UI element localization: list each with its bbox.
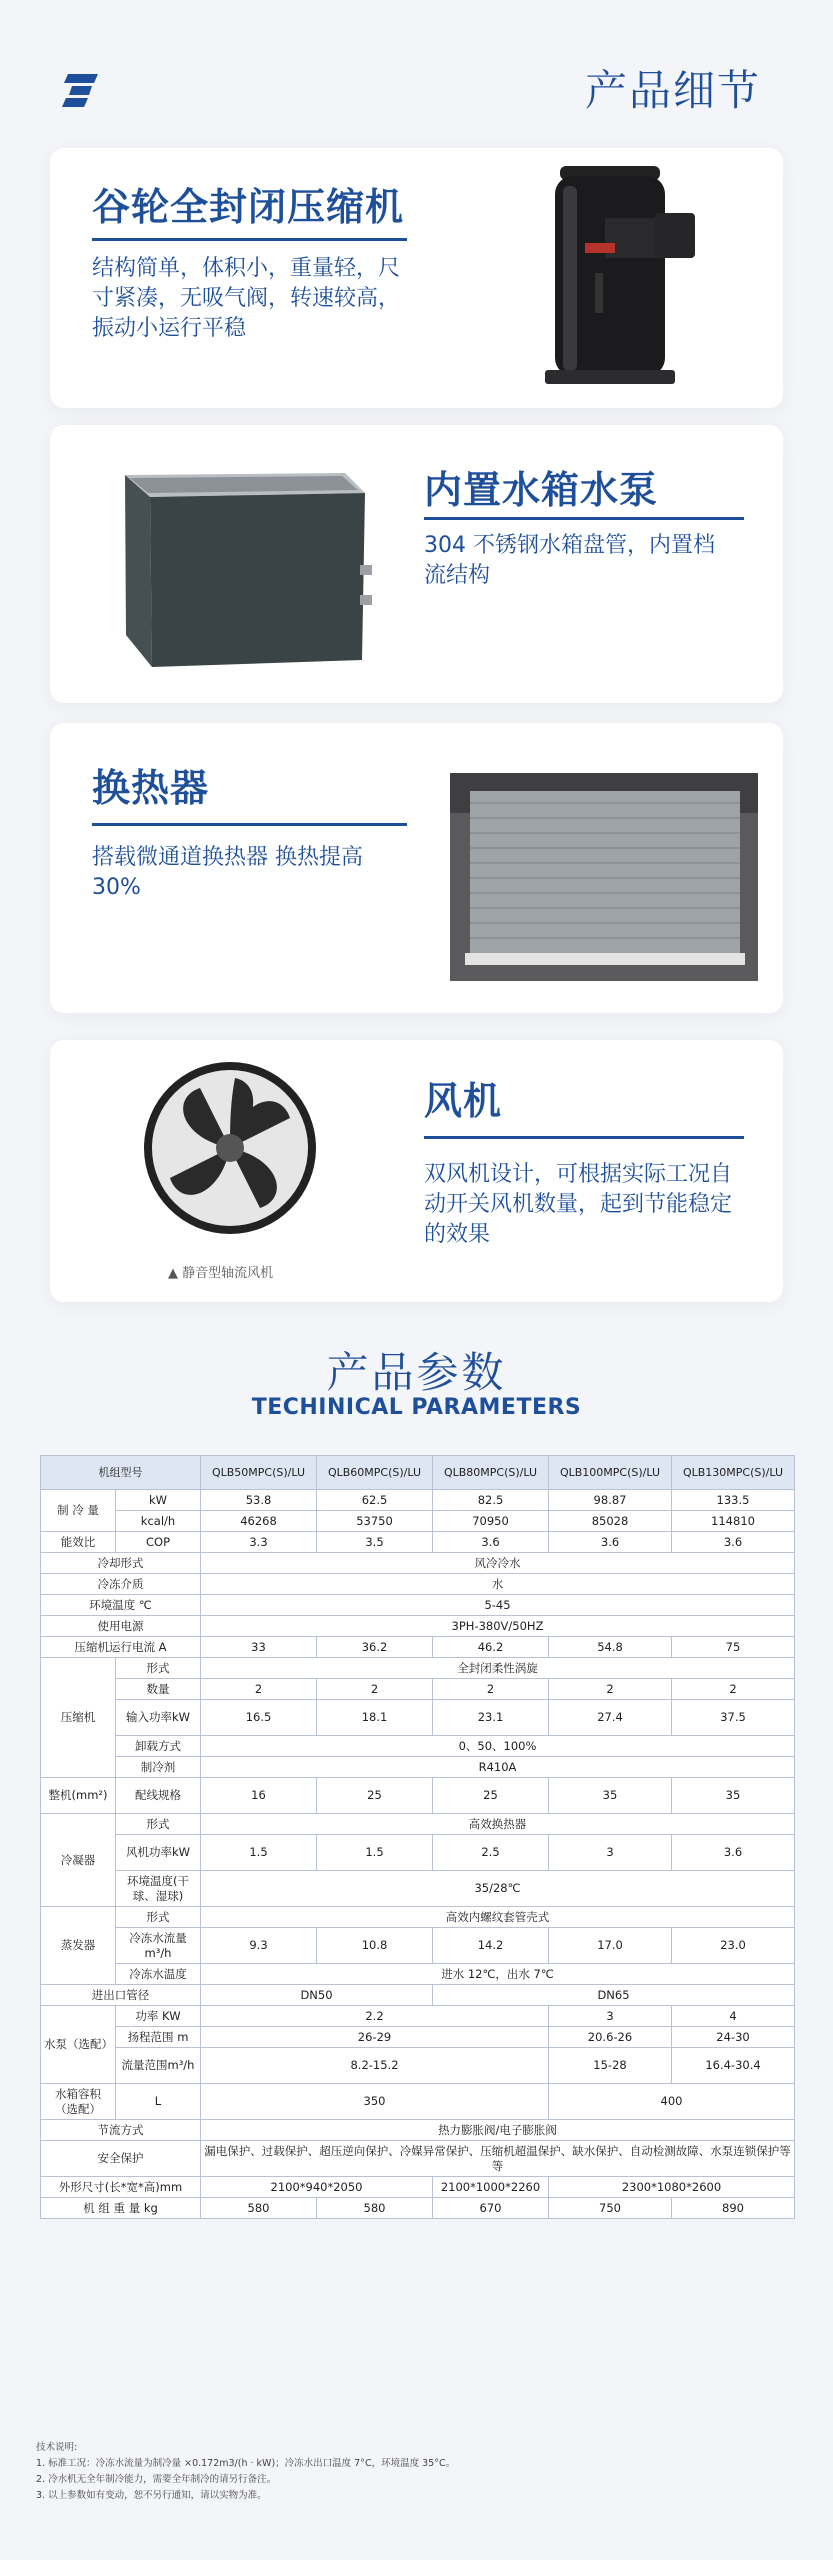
table-row: 蒸发器 形式 高效内螺纹套管壳式 [41, 1907, 795, 1928]
feature-desc: 304 不锈钢水箱盘管，内置档 流结构 [424, 533, 715, 588]
table-row: 整机(mm²) 配线规格 16 25 25 35 35 [41, 1778, 795, 1814]
fan-caption: ▲ 静音型轴流风机 [168, 1266, 274, 1281]
title-underline [424, 1136, 744, 1139]
table-row: 制 冷 量 kW 53.8 62.5 82.5 98.87 133.5 [41, 1490, 795, 1511]
page-title: 产品细节 [584, 66, 761, 115]
table-row: 流量范围m³/h 8.2-15.2 15-28 16.4-30.4 [41, 2048, 795, 2084]
table-row: 冷冻介质 水 [41, 1574, 795, 1595]
table-row: 冷凝器 形式 高效换热器 [41, 1814, 795, 1835]
table-row: 进出口管径 DN50 DN65 [41, 1985, 795, 2006]
compressor-image [505, 158, 725, 398]
title-underline [92, 823, 407, 826]
brand-logo-icon [62, 72, 100, 110]
table-row: 压缩机 形式 全封闭柔性涡旋 [41, 1658, 795, 1679]
table-row: 压缩机运行电流 A 33 36.2 46.2 54.8 75 [41, 1637, 795, 1658]
feature-title: 风机 [424, 1079, 503, 1123]
table-row: 使用电源 3PH-380V/50HZ [41, 1616, 795, 1637]
water-tank-image [90, 445, 390, 685]
feature-card-water-tank [50, 425, 783, 703]
table-row: 机 组 重 量 kg 580 580 670 750 890 [41, 2198, 795, 2219]
feature-title: 换热器 [92, 766, 210, 810]
feature-title: 谷轮全封闭压缩机 [92, 185, 405, 229]
table-row: 制冷剂 R410A [41, 1757, 795, 1778]
table-row: 冷冻水流量m³/h 9.3 10.8 14.2 17.0 23.0 [41, 1928, 795, 1964]
table-row: 能效比 COP 3.3 3.5 3.6 3.6 3.6 [41, 1532, 795, 1553]
feature-desc: 双风机设计，可根据实际工况自 动开关风机数量，起到节能稳定 的效果 [424, 1162, 733, 1247]
feature-desc: 搭载微通道换热器 换热提高 30% [92, 845, 363, 900]
table-row: 安全保护 漏电保护、过载保护、超压逆向保护、冷媒异常保护、压缩机超温保护、缺水保护、自动检测故障、水泵连锁保护等等 [41, 2141, 795, 2177]
table-row: 扬程范围 m 26-29 20.6-26 24-30 [41, 2027, 795, 2048]
params-subtitle: TECHINICAL PARAMETERS [251, 1395, 582, 1420]
parameters-table [40, 1455, 795, 2219]
table-row: 水箱容积（选配） L 350 400 [41, 2084, 795, 2120]
technical-notes: 技术说明: 1. 标准工况：冷冻水流量为制冷量 ×0.172m3/(h · kW)；冷冻水出口温度 7°C，环境温度 35°C。 2. 冷水机无全年制冷能力，需要全年制冷的请另行备注。 3. 以上参数如有变动，恕不另行通知，请以实物为准。 [36, 2442, 456, 2501]
table-row: 冷却形式 风冷冷水 [41, 1553, 795, 1574]
feature-card-compressor [50, 148, 783, 408]
feature-title: 内置水箱水泵 [424, 468, 659, 512]
table-row: kcal/h 46268 53750 70950 85028 114810 [41, 1511, 795, 1532]
table-row: 卸载方式 0、50、100% [41, 1736, 795, 1757]
table-row: 水泵（选配） 功率 KW 2.2 3 4 [41, 2006, 795, 2027]
table-row: 冷冻水温度 进水 12℃，出水 7℃ [41, 1964, 795, 1985]
table-row: 外形尺寸(长*宽*高)mm 2100*940*2050 2100*1000*2260 2300*1080*2600 [41, 2177, 795, 2198]
table-row: 机组型号 QLB50MPC(S)/LU QLB60MPC(S)/LU QLB80MPC(S)/LU QLB100MPC(S)/LU QLB130MPC(S)/LU [41, 1456, 795, 1490]
title-underline [92, 238, 407, 241]
title-underline [424, 517, 744, 520]
table-row: 节流方式 热力膨胀阀/电子膨胀阀 [41, 2120, 795, 2141]
fan-image [140, 1058, 320, 1238]
params-title: 产品参数 [326, 1348, 507, 1397]
table-row: 输入功率kW 16.5 18.1 23.1 27.4 37.5 [41, 1700, 795, 1736]
table-row: 风机功率kW 1.5 1.5 2.5 3 3.6 [41, 1835, 795, 1871]
feature-desc: 结构简单，体积小，重量轻，尺 寸紧凑，无吸气阀，转速较高， 振动小运行平稳 [92, 256, 401, 341]
feature-card-fan [50, 1040, 783, 1302]
heat-exchanger-image [450, 773, 758, 981]
table-row: 数量 2 2 2 2 2 [41, 1679, 795, 1700]
table-row: 环境温度 ℃ 5-45 [41, 1595, 795, 1616]
table-row: 环境温度(干球、湿球) 35/28℃ [41, 1871, 795, 1907]
feature-card-heat-exchanger [50, 723, 783, 1013]
